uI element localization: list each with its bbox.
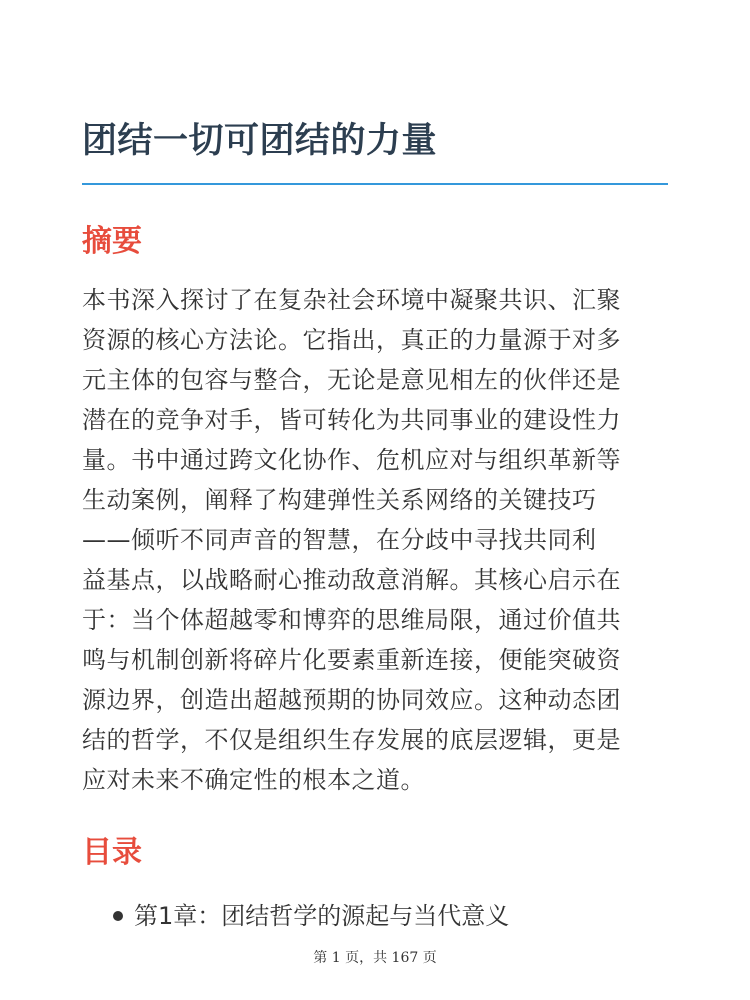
toc-item-label: 第1章：团结哲学的源起与当代意义 [134,902,510,930]
title-divider [82,183,668,185]
bullet-icon [113,911,123,921]
abstract-line: 益基点，以战略耐心推动敌意消解。其核心启示在 [82,566,621,594]
toc-item-chapter-1[interactable] [82,896,668,936]
abstract-body [82,280,668,800]
abstract-line: 结的哲学，不仅是组织生存发展的底层逻辑，更是 [82,726,621,754]
abstract-line: ——倾听不同声音的智慧，在分歧中寻找共同利 [82,526,597,554]
abstract-line: 生动案例，阐释了构建弹性关系网络的关键技巧 [82,486,597,514]
abstract-line: 源边界，创造出超越预期的协同效应。这种动态团 [82,686,621,714]
abstract-heading: 摘要 [82,224,142,259]
abstract-line: 于：当个体超越零和博弈的思维局限，通过价值共 [82,606,621,634]
page-number-footer: 第 1 页，共 167 页 [313,950,437,966]
abstract-line: 鸣与机制创新将碎片化要素重新连接，便能突破资 [82,646,621,674]
abstract-line: 潜在的竞争对手，皆可转化为共同事业的建设性力 [82,406,621,434]
abstract-line: 本书深入探讨了在复杂社会环境中凝聚共识、汇聚 [82,286,621,314]
abstract-line: 量。书中通过跨文化协作、危机应对与组织革新等 [82,446,621,474]
toc-heading: 目录 [82,835,142,870]
book-title: 团结一切可团结的力量 [82,121,438,161]
toc-list [82,896,668,936]
abstract-line: 应对未来不确定性的根本之道。 [82,766,425,794]
abstract-line: 元主体的包容与整合，无论是意见相左的伙伴还是 [82,366,621,394]
abstract-line: 资源的核心方法论。它指出，真正的力量源于对多 [82,326,621,354]
